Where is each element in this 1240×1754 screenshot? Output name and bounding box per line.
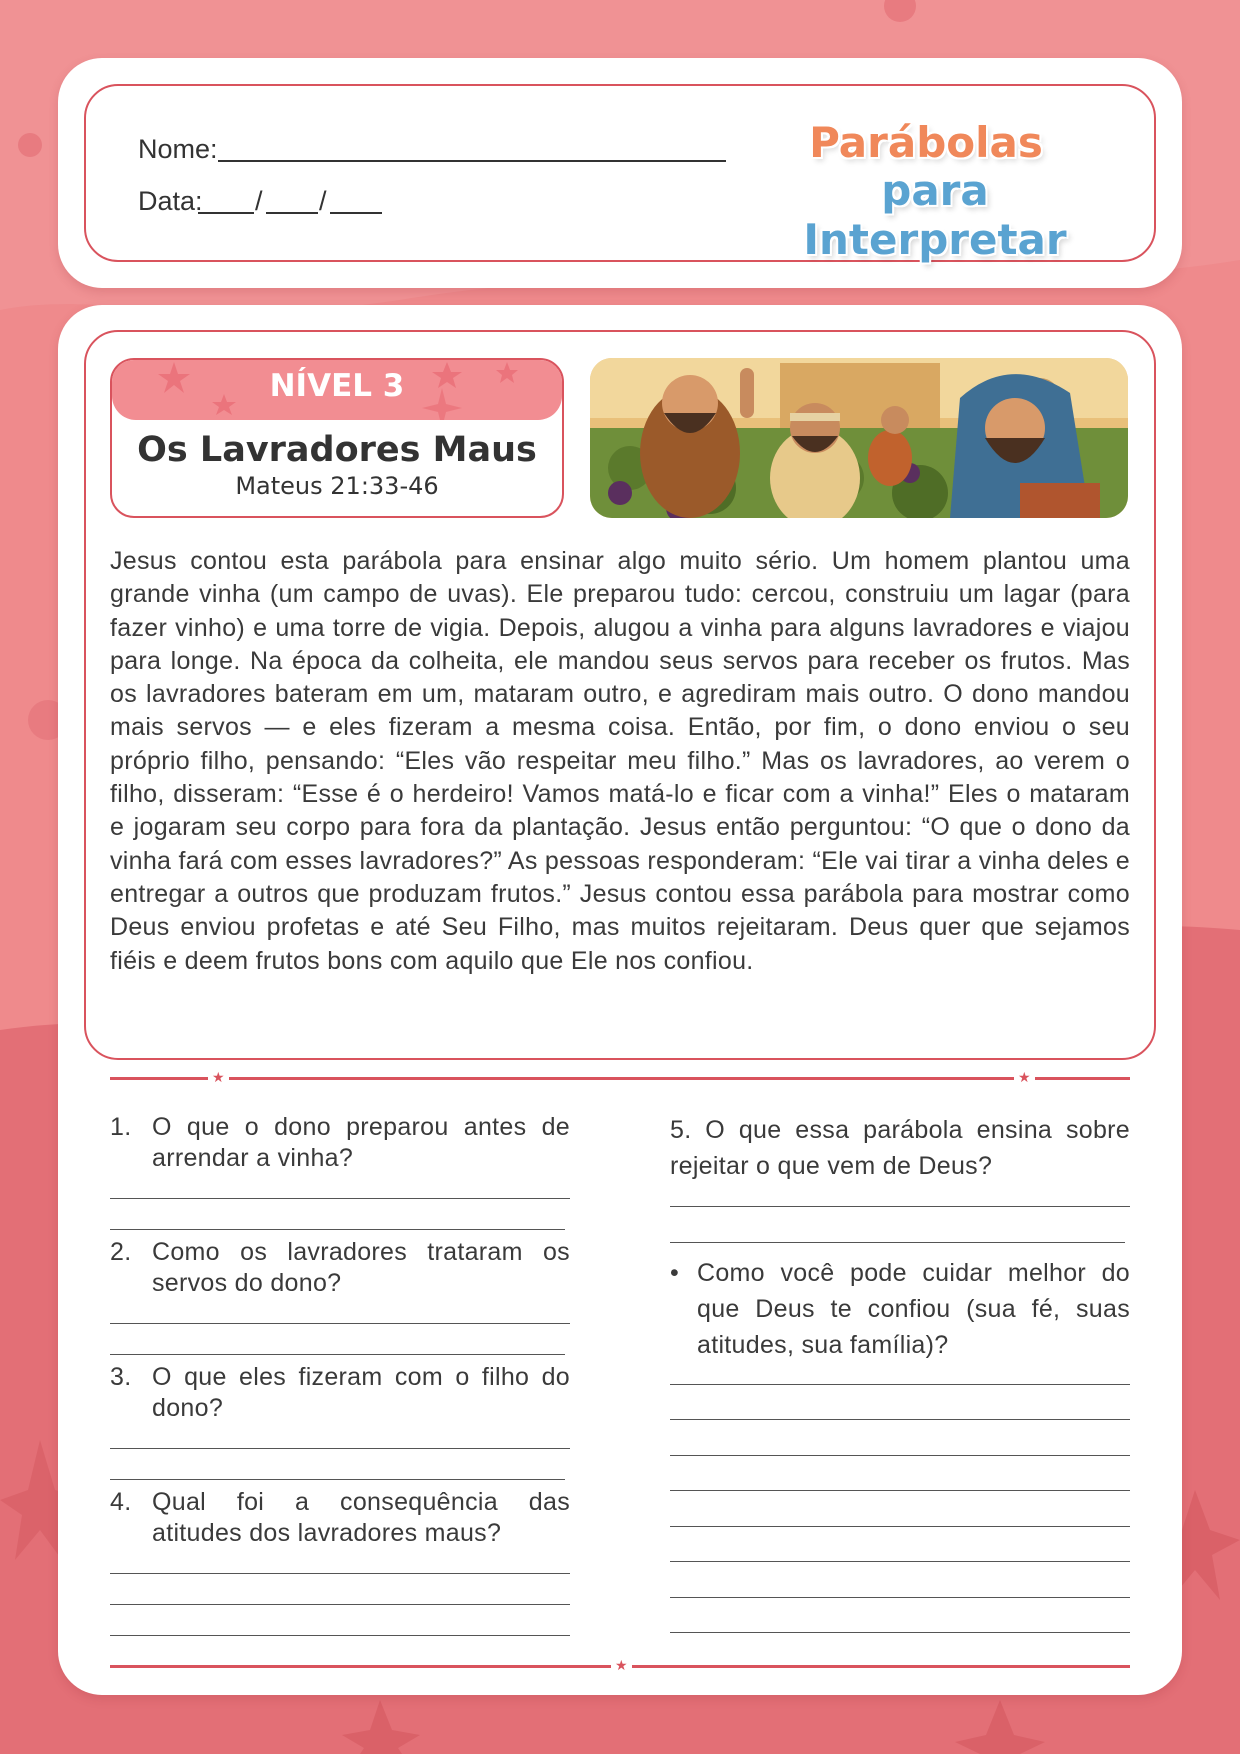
answer-line[interactable] <box>670 1242 1125 1243</box>
answer-line[interactable] <box>110 1448 570 1449</box>
logo-title-line1: Parábolas <box>809 118 1043 167</box>
question-text: O que o dono preparou antes de arrendar a vinha? <box>152 1113 570 1172</box>
date-separator: / <box>255 186 263 216</box>
story-reference: Mateus 21:33-46 <box>235 472 439 500</box>
answer-line[interactable] <box>110 1604 570 1605</box>
answer-line[interactable] <box>110 1635 570 1636</box>
level-label: NÍVEL 3 <box>269 368 405 404</box>
question-number: 2. <box>110 1238 132 1266</box>
date-separator: / <box>319 186 327 216</box>
answer-line[interactable] <box>110 1323 570 1324</box>
answer-line[interactable] <box>110 1198 570 1199</box>
answer-line[interactable] <box>670 1490 1130 1491</box>
question-number: 3. <box>110 1363 132 1391</box>
question-4 <box>110 1487 570 1549</box>
question-2 <box>110 1237 570 1299</box>
answer-line[interactable] <box>670 1206 1130 1207</box>
section-divider <box>110 1077 1130 1080</box>
question-3 <box>110 1362 570 1424</box>
logo-title-line2: para Interpretar <box>803 166 1067 264</box>
answer-line[interactable] <box>670 1561 1130 1562</box>
question-text: O que eles fizeram com o filho do dono? <box>152 1363 570 1422</box>
story-title: Os Lavradores Maus <box>137 430 537 470</box>
parable-illustration <box>590 358 1128 518</box>
star-icon: ★ <box>611 1659 632 1673</box>
question-number: 5. <box>670 1116 692 1144</box>
name-field[interactable] <box>218 136 726 162</box>
star-icon: ★ <box>1014 1071 1035 1085</box>
answer-line[interactable] <box>670 1632 1130 1633</box>
answer-line[interactable] <box>110 1479 565 1480</box>
answer-line[interactable] <box>670 1455 1130 1456</box>
reflection-question <box>670 1255 1130 1363</box>
question-text: Como você pode cuidar melhor do que Deus te confiou (sua fé, suas atitudes, sua família)? <box>697 1259 1130 1359</box>
bullet-icon: • <box>670 1259 680 1287</box>
answer-line[interactable] <box>110 1229 565 1230</box>
level-header <box>112 360 562 420</box>
answer-line[interactable] <box>670 1419 1130 1420</box>
question-text: Como os lavradores trataram os servos do dono? <box>152 1238 570 1297</box>
answer-line[interactable] <box>670 1384 1130 1385</box>
date-label: Data: <box>138 186 203 216</box>
question-1 <box>110 1112 570 1174</box>
question-number: 4. <box>110 1488 132 1516</box>
answer-line[interactable] <box>670 1597 1130 1598</box>
question-text: O que essa parábola ensina sobre rejeitar o que vem de Deus? <box>670 1116 1130 1180</box>
question-text: Qual foi a consequência das atitudes dos lavradores maus? <box>152 1488 570 1547</box>
date-month-field[interactable] <box>266 188 318 214</box>
question-number: 1. <box>110 1113 132 1141</box>
answer-line[interactable] <box>670 1526 1130 1527</box>
question-5 <box>670 1112 1130 1184</box>
answer-line[interactable] <box>110 1354 565 1355</box>
date-year-field[interactable] <box>330 188 382 214</box>
name-label: Nome: <box>138 134 218 164</box>
story-text: Jesus contou esta parábola para ensinar algo muito sério. Um homem plantou uma grande vinha (um campo de uvas). Ele preparou tudo: cercou, construiu um lagar (para fazer vinho) e uma torre de vigia. Depois, alugou a vinha para alguns lavradores e viajou para longe. Na época da colheita, ele mandou seus servos para receber os frutos. Mas os lavradores bateram em um, mataram outro, e agrediram mais outro. O dono mandou mais servos — e eles fizeram a mesma coisa. Então, por fim, o dono enviou o seu próprio filho, pensando: “Eles vão respeitar meu filho.” Mas os lavradores, ao verem o filho, disseram: “Esse é o herdeiro! Vamos matá-lo e ficar com a vinha!” Eles o mataram e jogaram seu corpo para fora da plantação. Jesus então perguntou: “O que o dono da vinha fará com esses lavradores?” As pessoas responderam: “Ele vai tirar a vinha deles e entregar a outros que produzam frutos.” Jesus contou essa parábola para mostrar como Deus enviou profetas e até Seu Filho, mas muitos rejeitaram. Deus quer que sejamos fiéis e deem frutos bons com aquilo que Ele nos confiou. <box>110 547 1130 975</box>
star-icon: ★ <box>208 1071 229 1085</box>
answer-line[interactable] <box>110 1573 570 1574</box>
level-title-box <box>110 358 564 518</box>
date-day-field[interactable] <box>198 188 254 214</box>
